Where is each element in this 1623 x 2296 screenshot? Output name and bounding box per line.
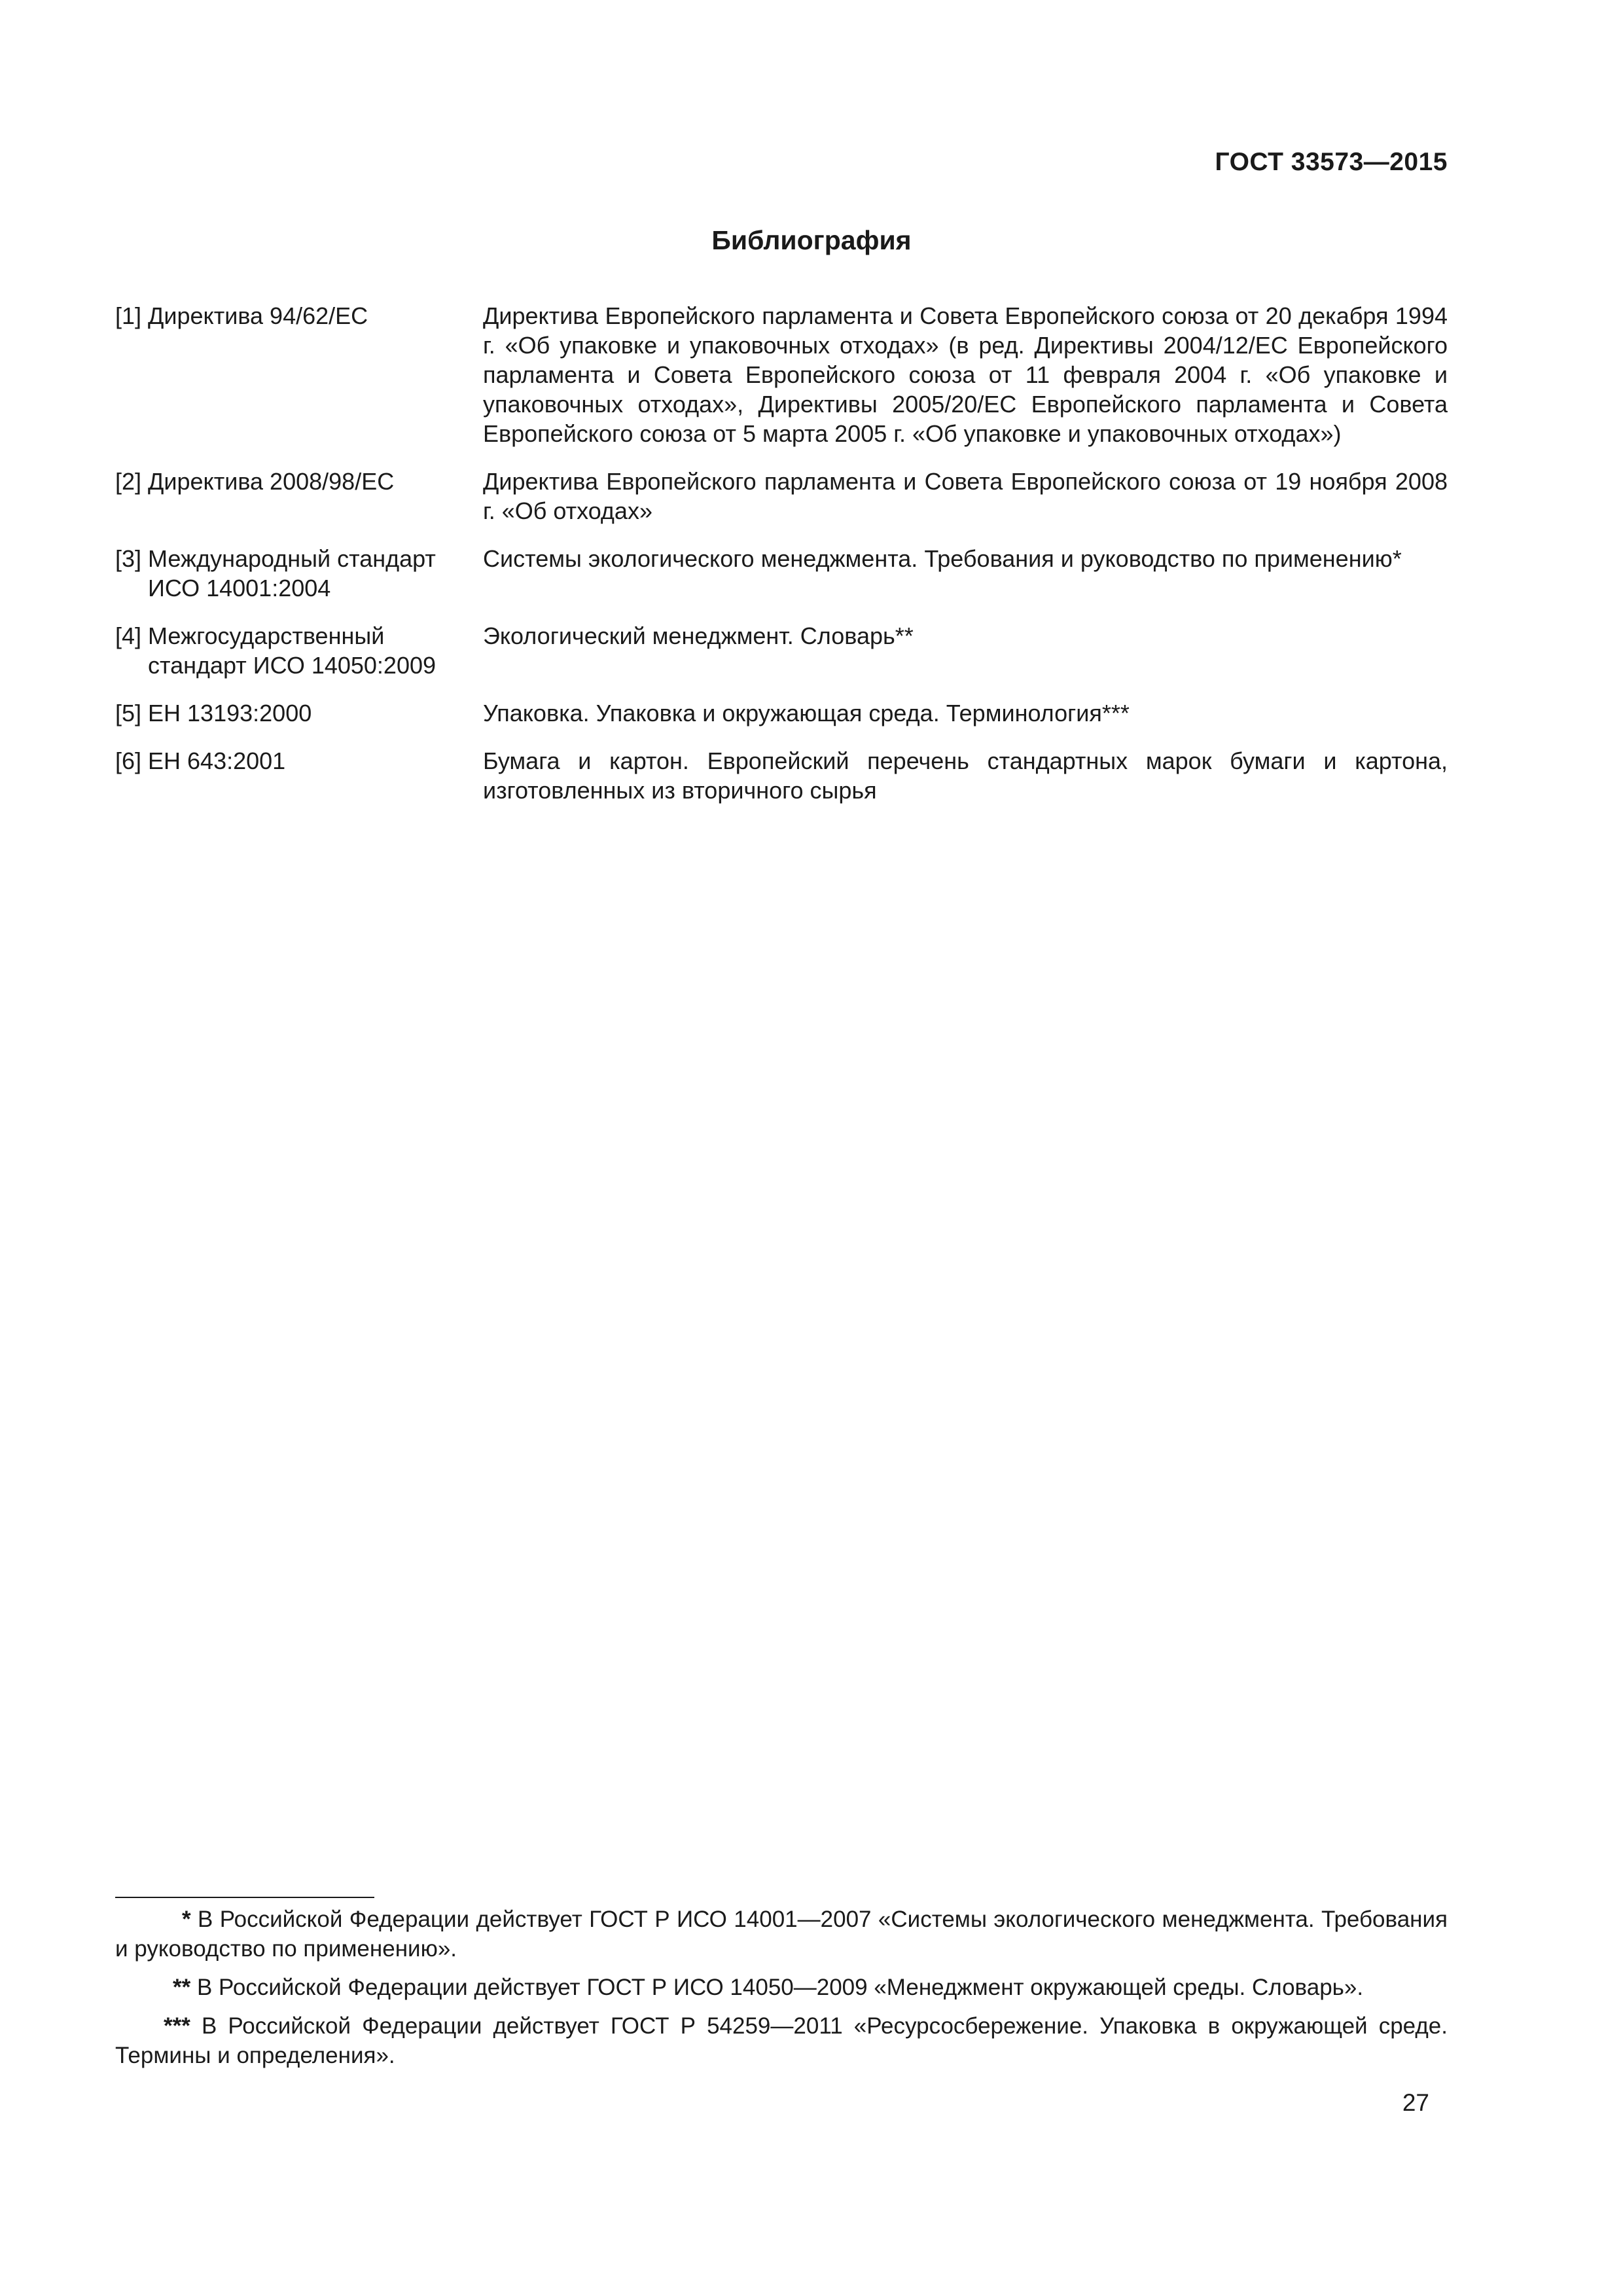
footnote-divider xyxy=(115,1897,374,1898)
footnotes xyxy=(115,1905,1448,2079)
bibliography-entry-5 xyxy=(115,698,1448,728)
bibliography-reference: [2] Директива 2008/98/ЕС xyxy=(115,468,395,495)
document-code-header: ГОСТ 33573—2015 xyxy=(1215,148,1448,176)
bibliography-reference: [6] ЕН 643:2001 xyxy=(115,747,286,774)
bibliography-reference: [5] ЕН 13193:2000 xyxy=(115,700,312,726)
footnote-text: В Российской Федерации действует ГОСТ Р ИСО 14001—2007 «Системы экологического менеджмента. Требования и руководство по применению». xyxy=(115,1907,1448,1962)
bibliography-entry-3 xyxy=(115,544,1448,603)
bibliography-entry-1 xyxy=(115,301,1448,448)
bibliography-entry-2 xyxy=(115,467,1448,526)
bibliography-description: Экологический менеджмент. Словарь** xyxy=(483,622,914,649)
footnote-1 xyxy=(115,1905,1448,1964)
page-number: 27 xyxy=(1402,2089,1429,2116)
footnote-mark: *** xyxy=(164,2013,190,2039)
footnote-mark: * xyxy=(182,1907,191,1932)
section-title: Библиография xyxy=(711,225,912,255)
bibliography-entry-6 xyxy=(115,746,1448,805)
bibliography-list xyxy=(115,301,1448,823)
footnote-3 xyxy=(115,2011,1448,2070)
bibliography-description: Директива Европейского парламента и Совета Европейского союза от 20 декабря 1994 г. «Об упаковке и упаковочных отходах» (в ред. Директивы 2004/12/ЕС Европейского парламента и Совета Европейского союза от 11 февраля 2004 г. «Об упаковке и упаковочных отходах», Директивы 2005/20/ЕС Европейского парламента и Совета Европейского союза от 5 марта 2005 г. «Об упаковке и упаковочных отходах») xyxy=(483,302,1448,447)
bibliography-description: Системы экологического менеджмента. Требования и руководство по применению* xyxy=(483,545,1402,572)
footnote-text: В Российской Федерации действует ГОСТ Р 54259—2011 «Ресурсосбережение. Упаковка в окружающей среде. Термины и определения». xyxy=(115,2013,1448,2068)
bibliography-reference: [3] Международный стандарт ИСО 14001:2004 xyxy=(115,545,436,601)
bibliography-reference: [1] Директива 94/62/ЕС xyxy=(115,302,368,329)
footnote-2 xyxy=(115,1973,1448,2002)
bibliography-reference: [4] Межгосударственный стандарт ИСО 14050:2009 xyxy=(115,622,437,679)
bibliography-description: Упаковка. Упаковка и окружающая среда. Терминология*** xyxy=(483,700,1130,726)
footnote-text: В Российской Федерации действует ГОСТ Р ИСО 14050—2009 «Менеджмент окружающей среды. Словарь». xyxy=(190,1975,1364,2000)
bibliography-description: Директива Европейского парламента и Совета Европейского союза от 19 ноября 2008 г. «Об отходах» xyxy=(483,468,1448,524)
bibliography-entry-4 xyxy=(115,621,1448,680)
bibliography-description: Бумага и картон. Европейский перечень стандартных марок бумаги и картона, изготовленных из вторичного сырья xyxy=(483,747,1448,804)
footnote-mark: ** xyxy=(173,1975,191,2000)
